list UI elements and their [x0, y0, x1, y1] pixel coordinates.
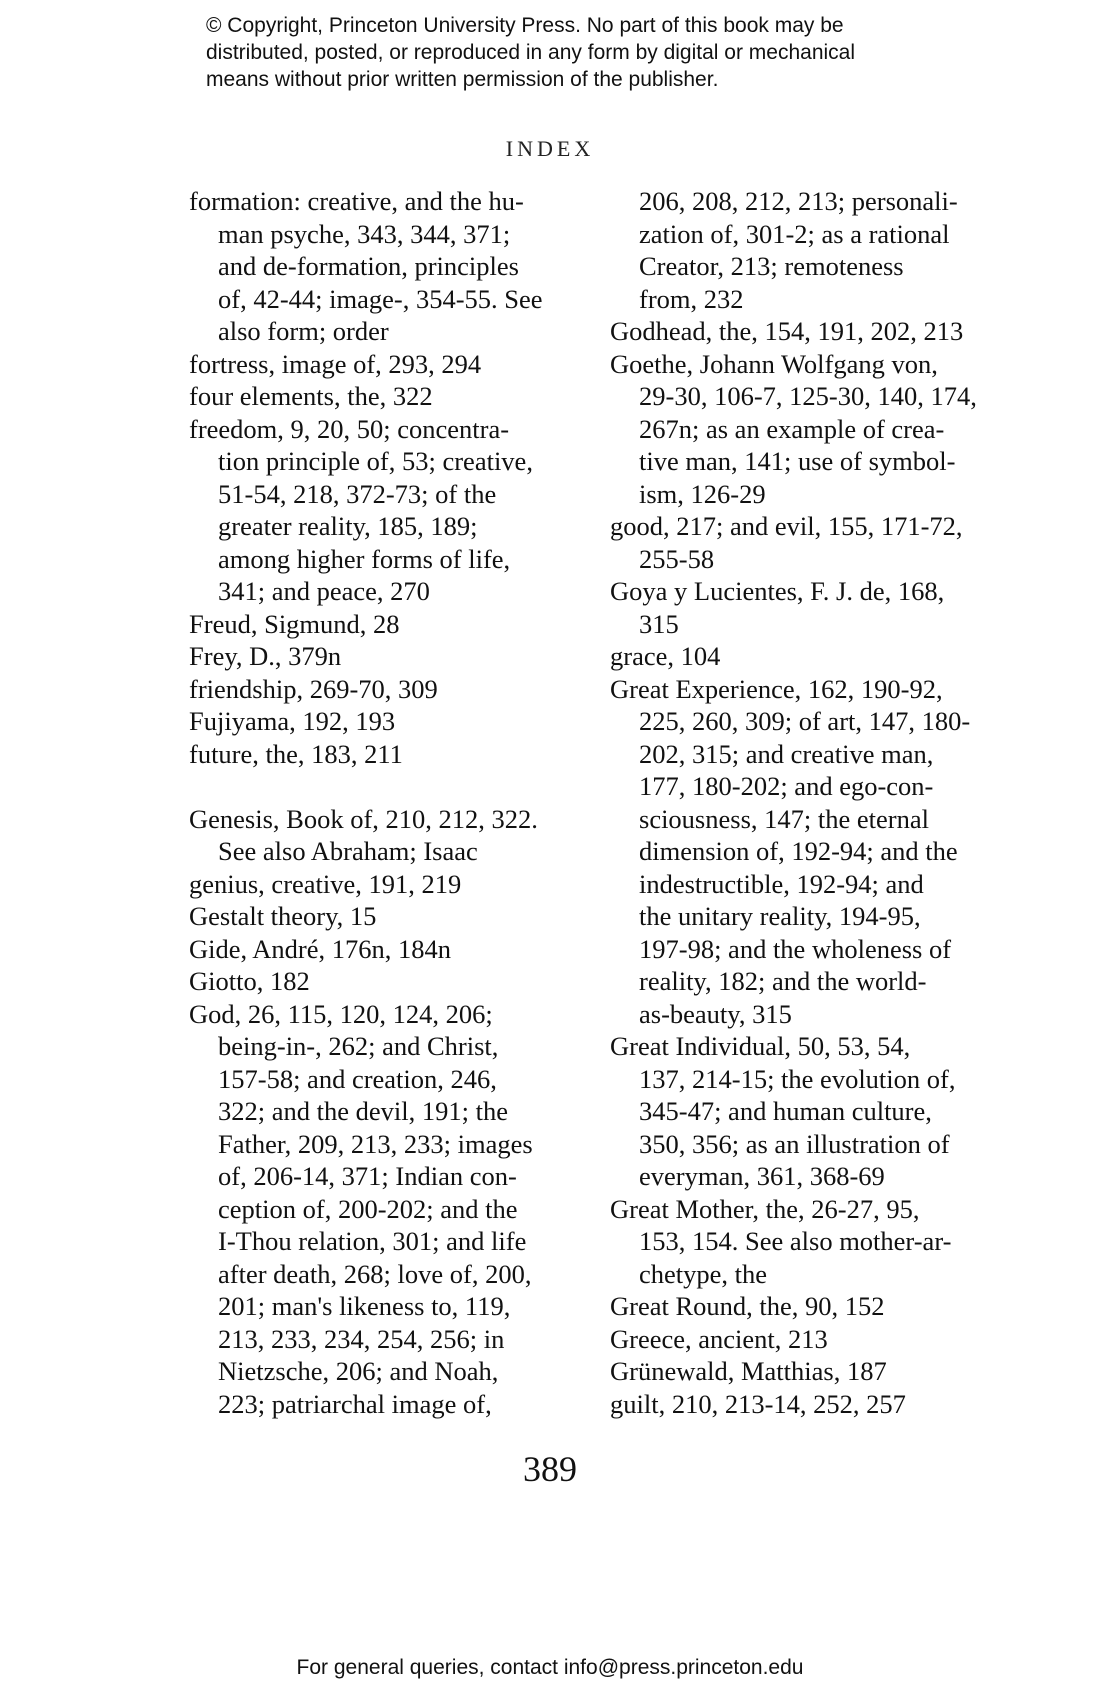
index-column-left — [189, 185, 594, 1420]
copyright-line: distributed, posted, or reproduced in any form by digital or mechanical — [206, 41, 856, 64]
index-entry-line: Creator, 213; remoteness — [639, 251, 904, 281]
index-entry-line: 157-58; and creation, 246, — [218, 1063, 497, 1094]
index-entry-line: 341; and peace, 270 — [218, 576, 430, 606]
index-column-right — [610, 185, 1010, 1420]
index-entry-line: See also Abraham; Isaac — [218, 836, 478, 866]
index-entry-line: grace, 104 — [610, 641, 721, 671]
index-entry-line: Father, 209, 213, 233; images — [218, 1128, 533, 1159]
index-entry-line: Goya y Lucientes, F. J. de, 168, — [610, 576, 945, 606]
index-entry-line: Great Experience, 162, 190-92, — [610, 673, 943, 704]
index-entry-line: formation: creative, and the hu- — [189, 186, 524, 216]
index-entry-line: zation of, 301-2; as a rational — [639, 218, 950, 249]
index-entry-line: Great Mother, the, 26-27, 95, — [610, 1193, 920, 1224]
copyright-line: means without prior written permission of the publisher. — [206, 68, 719, 91]
index-entry-line: 322; and the devil, 191; the — [218, 1096, 508, 1126]
index-entry-line: 197-98; and the wholeness of — [639, 933, 952, 964]
page-number: 389 — [523, 1449, 577, 1489]
index-entry-line: of, 206-14, 371; Indian con- — [218, 1161, 517, 1191]
index-entry-line: everyman, 361, 368-69 — [639, 1161, 885, 1191]
index-entry-line: 202, 315; and creative man, — [639, 738, 934, 769]
index-entry-line: 153, 154. See also mother-ar- — [639, 1226, 952, 1256]
index-entry-line: man psyche, 343, 344, 371; — [218, 218, 511, 249]
index-entry-line: dimension of, 192-94; and the — [639, 836, 958, 866]
index-entry-line: of, 42-44; image-, 354-55. See — [218, 283, 543, 314]
index-entry-line: Genesis, Book of, 210, 212, 322. — [189, 803, 538, 834]
index-entry-line: indestructible, 192-94; and — [639, 868, 924, 899]
index-entry-line: guilt, 210, 213-14, 252, 257 — [610, 1388, 906, 1419]
index-entry-line: 51-54, 218, 372-73; of the — [218, 478, 497, 509]
index-entry-line: 206, 208, 212, 213; personali- — [639, 186, 958, 216]
index-entry-line: God, 26, 115, 120, 124, 206; — [189, 998, 493, 1029]
index-entry-line: Frey, D., 379n — [189, 641, 342, 671]
index-entry-line: also form; order — [218, 316, 389, 346]
index-entry-line: I-Thou relation, 301; and life — [218, 1226, 527, 1256]
index-entry-line: 137, 214-15; the evolution of, — [639, 1063, 956, 1094]
index-entry-line: Freud, Sigmund, 28 — [189, 608, 400, 639]
index-entry-line: 350, 356; as an illustration of — [639, 1128, 950, 1159]
index-entry-line: Godhead, the, 154, 191, 202, 213 — [610, 316, 964, 346]
footer-contact: For general queries, contact info@press.princeton.edu — [296, 1656, 804, 1679]
index-entry-line: Gestalt theory, 15 — [189, 901, 377, 931]
index-entry-line: 177, 180-202; and ego-con- — [639, 771, 934, 801]
index-entry-line: Great Individual, 50, 53, 54, — [610, 1031, 911, 1061]
index-spacer — [189, 770, 594, 803]
index-entry-line: after death, 268; love of, 200, — [218, 1258, 532, 1289]
copyright-line: © Copyright, Princeton University Press. No part of this book may be — [206, 14, 844, 37]
index-entry-line: Greece, ancient, 213 — [610, 1323, 828, 1354]
index-entry-line: Goethe, Johann Wolfgang von, — [610, 348, 938, 379]
index-entry-line: freedom, 9, 20, 50; concentra- — [189, 413, 510, 444]
index-entry-line: good, 217; and evil, 155, 171-72, — [610, 511, 963, 541]
index-entry-line: the unitary reality, 194-95, — [639, 901, 921, 931]
index-entry-line: 255-58 — [639, 543, 715, 574]
index-entry-line: reality, 182; and the world- — [639, 966, 927, 996]
index-entry-line: from, 232 — [639, 283, 744, 314]
index-entry-line: ism, 126-29 — [639, 478, 766, 509]
index-entry-line: Great Round, the, 90, 152 — [610, 1291, 885, 1321]
index-entry-line: Nietzsche, 206; and Noah, — [218, 1356, 499, 1386]
index-entry-line: genius, creative, 191, 219 — [189, 868, 462, 899]
index-entry-line: tion principle of, 53; creative, — [218, 446, 533, 476]
index-entry-line: friendship, 269-70, 309 — [189, 673, 438, 704]
index-entry-line: as-beauty, 315 — [639, 998, 792, 1029]
index-entry-line: Grünewald, Matthias, 187 — [610, 1356, 887, 1386]
index-entry-line: greater reality, 185, 189; — [218, 511, 478, 541]
index-entry-line: being-in-, 262; and Christ, — [218, 1031, 499, 1061]
index-heading: INDEX — [505, 136, 595, 161]
index-entry-line: fortress, image of, 293, 294 — [189, 348, 482, 379]
index-entry-line: and de-formation, principles — [218, 251, 519, 281]
index-entry-line: chetype, the — [639, 1258, 768, 1289]
index-entry-line: Giotto, 182 — [189, 966, 310, 996]
index-entry-line: 225, 260, 309; of art, 147, 180- — [639, 706, 971, 736]
index-entry-line: 213, 233, 234, 254, 256; in — [218, 1323, 505, 1354]
index-entry-line: 223; patriarchal image of, — [218, 1388, 492, 1419]
index-entry-line: tive man, 141; use of symbol- — [639, 446, 956, 476]
index-entry-line: among higher forms of life, — [218, 543, 511, 574]
index-entry-line: Fujiyama, 192, 193 — [189, 706, 396, 736]
index-entry-line: 267n; as an example of crea- — [639, 413, 945, 444]
copyright-notice — [206, 12, 966, 93]
index-entry-line: future, the, 183, 211 — [189, 738, 403, 769]
index-entry-line: 345-47; and human culture, — [639, 1096, 932, 1126]
index-entry-line: 315 — [639, 608, 679, 639]
index-entry-line: 29-30, 106-7, 125-30, 140, 174, — [639, 381, 977, 411]
index-entry-line: 201; man's likeness to, 119, — [218, 1291, 511, 1321]
index-entry-line: ception of, 200-202; and the — [218, 1193, 518, 1224]
index-entry-line: Gide, André, 176n, 184n — [189, 933, 452, 964]
index-entry-line: four elements, the, 322 — [189, 381, 433, 411]
index-entry-line: sciousness, 147; the eternal — [639, 803, 929, 834]
